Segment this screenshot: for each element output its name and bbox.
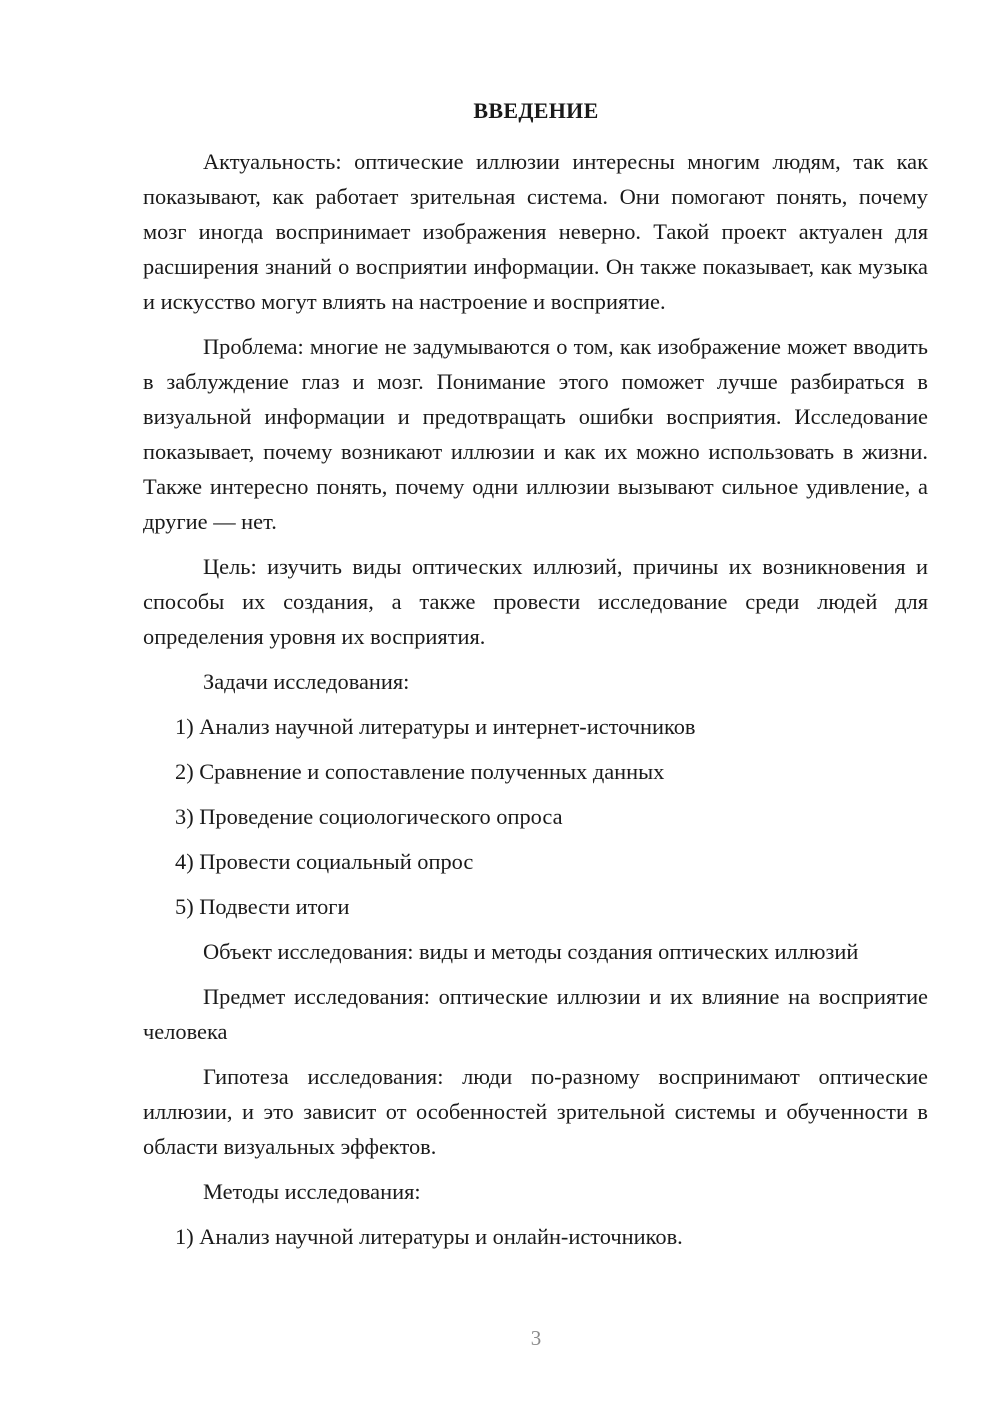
tasks-heading: Задачи исследования:	[203, 669, 410, 694]
document-body	[143, 144, 928, 1264]
methods-heading: Методы исследования:	[203, 1179, 421, 1204]
paragraph-object: Объект исследования: виды и методы создания оптических иллюзий	[203, 939, 859, 964]
task-item: 4) Провести социальный опрос	[175, 849, 474, 874]
method-item: 1) Анализ научной литературы и онлайн-источников.	[175, 1224, 683, 1249]
paragraph-goal: Цель: изучить виды оптических иллюзий, причины их возникновения и способы их создания, а также провести исследование среди людей для определения уровня их восприятия.	[143, 554, 928, 649]
paragraph-hypothesis: Гипотеза исследования: люди по-разному воспринимают оптические иллюзии, и это зависит от особенностей зрительной системы и обученности в области визуальных эффектов.	[143, 1064, 928, 1159]
paragraph-problem: Проблема: многие не задумываются о том, как изображение может вводить в заблуждение глаз и мозг. Понимание этого поможет лучше разбираться в визуальной информации и предотвращать ошибки восприятия. Исследование показывает, почему возникают иллюзии и как их можно использовать в жизни. Также интересно понять, почему одни иллюзии вызывают сильное удивление, а другие — нет.	[143, 334, 928, 534]
task-item: 1) Анализ научной литературы и интернет-источников	[175, 714, 696, 739]
task-item: 5) Подвести итоги	[175, 894, 350, 919]
page-title: ВВЕДЕНИЕ	[473, 98, 599, 123]
page-number: 3	[530, 1326, 542, 1350]
paragraph-relevance: Актуальность: оптические иллюзии интересны многим людям, так как показывают, как работает зрительная система. Они помогают понять, почему мозг иногда воспринимает изображения неверно. Такой проект актуален для расширения знаний о восприятии информации. Он также показывает, как музыка и искусство могут влиять на настроение и восприятие.	[143, 149, 928, 314]
task-item: 2) Сравнение и сопоставление полученных данных	[175, 759, 665, 784]
task-item: 3) Проведение социологического опроса	[175, 804, 563, 829]
paragraph-subject: Предмет исследования: оптические иллюзии и их влияние на восприятие человека	[143, 984, 928, 1044]
